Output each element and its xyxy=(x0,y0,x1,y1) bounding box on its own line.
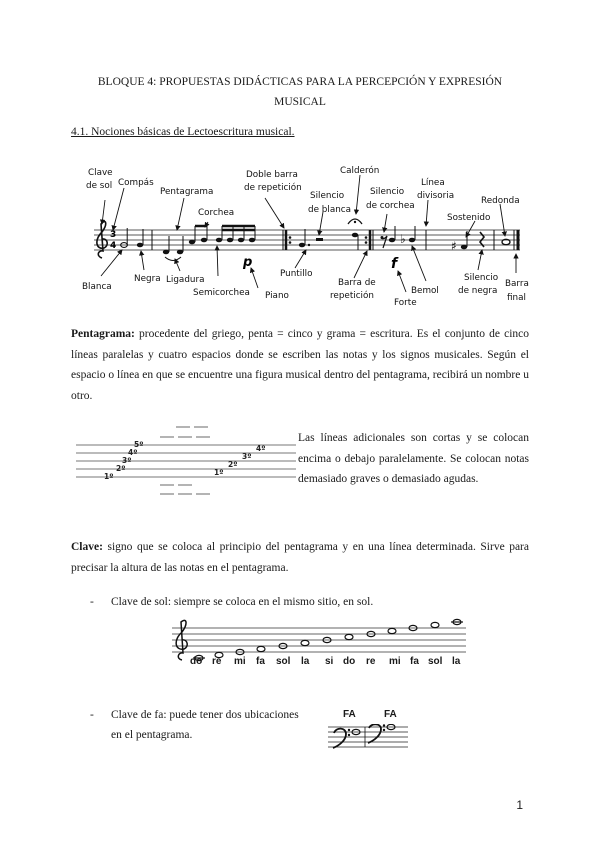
staff-lines-diagram xyxy=(76,423,298,503)
note-name: la xyxy=(452,656,461,667)
dynamic-piano-mark: p xyxy=(243,255,253,270)
list-dash: - xyxy=(90,709,94,721)
pentagrama-text: procedente del griego, penta = cinco y grama = escritura. Es el conjunto de cinco líneas paralelas y cuatro espacios donde se escriben las notas y los signos musicales. Según el espacio o línea en que se encuentre una figura musical dentro del pentagrama, recibirá un nombre u otro. xyxy=(71,328,529,402)
label-pentagrama: Pentagrama xyxy=(160,187,214,197)
line-number-4: 4º xyxy=(128,448,138,457)
label-negra: Negra xyxy=(134,274,161,284)
list-dash: - xyxy=(90,596,94,608)
space-number-2: 2º xyxy=(228,460,238,469)
line-number-1: 1º xyxy=(104,472,114,481)
note-name: fa xyxy=(256,656,265,667)
clave-sol-item xyxy=(90,592,373,612)
scale-note-names xyxy=(168,656,468,672)
quarter-note xyxy=(137,243,143,248)
note-name: si xyxy=(325,656,334,667)
label-redonda: Redonda xyxy=(481,196,520,206)
dynamic-forte-mark: f xyxy=(391,256,398,272)
tie-curve xyxy=(165,257,181,261)
space-number-4: 4º xyxy=(256,444,266,453)
clave-text: signo que se coloca al principio del pentagrama y en una línea determinada. Sirve para precisar la altura de las notas en el pentagrama. xyxy=(71,541,529,574)
label-linea-divisoria: Línea divisoria xyxy=(417,178,455,201)
title-line-2: MUSICAL xyxy=(274,96,326,108)
label-barra-final: Barra final xyxy=(505,279,529,303)
line-number-5: 5º xyxy=(134,440,144,449)
note-name: la xyxy=(301,656,310,667)
pentagrama-term: Pentagrama: xyxy=(71,328,135,340)
note-name: do xyxy=(190,656,203,667)
clave-fa-item xyxy=(90,705,310,745)
fa-label-left: FA xyxy=(343,709,356,720)
title-line-1: BLOQUE 4: PROPUESTAS DIDÁCTICAS PARA LA PERCEPCIÓN Y EXPRESIÓN xyxy=(97,76,503,88)
line-number-3: 3º xyxy=(122,456,132,465)
label-blanca: Blanca xyxy=(82,282,112,292)
label-silencio-corchea: Silencio de corchea xyxy=(366,187,415,211)
label-barra-repeticion: Barra de repetición xyxy=(330,278,376,301)
label-silencio-negra: Silencio de negra xyxy=(458,273,499,296)
space-number-1: 1º xyxy=(214,468,224,477)
note-name: re xyxy=(366,656,376,667)
note-name: fa xyxy=(410,656,419,667)
label-forte: Forte xyxy=(394,298,417,308)
note-name: do xyxy=(343,656,356,667)
flat-symbol: ♭ xyxy=(400,232,406,246)
bass-clef-icon xyxy=(333,729,346,748)
label-bemol: Bemol xyxy=(411,286,439,296)
label-calderon: Calderón xyxy=(340,166,380,176)
time-signature-top: 3 xyxy=(110,230,117,240)
note-name: sol xyxy=(276,656,291,667)
label-semicorchea: Semicorchea xyxy=(193,288,250,298)
page-number: 1 xyxy=(516,798,523,812)
clave-term: Clave: xyxy=(71,541,103,553)
line-number-2: 2º xyxy=(116,464,126,473)
label-corchea: Corchea xyxy=(198,208,235,218)
label-puntillo: Puntillo xyxy=(280,269,313,279)
label-piano: Piano xyxy=(265,291,289,301)
lineas-adicionales-text: Las líneas adicionales son cortas y se colocan encima o debajo paralelamente. Se colocan notas demasiado graves o demasiado agudas. xyxy=(298,432,529,485)
bass-clef-diagram xyxy=(328,724,408,750)
pentagrama-paragraph xyxy=(71,324,529,406)
label-doble-barra: Doble barra de repetición xyxy=(244,170,302,193)
note-name: mi xyxy=(234,656,246,667)
page-title xyxy=(70,72,530,112)
clave-sol-text: Clave de sol: siempre se coloca en el mismo sitio, en sol. xyxy=(111,596,374,608)
section-heading: 4.1. Nociones básicas de Lectoescritura musical. xyxy=(71,126,295,138)
music-elements-figure xyxy=(80,158,530,313)
label-compas: Compás xyxy=(118,178,154,188)
clave-fa-text: Clave de fa: puede tener dos ubicaciones en el pentagrama. xyxy=(111,709,299,741)
time-signature-bottom: 4 xyxy=(110,241,117,251)
label-silencio-blanca: Silencio de blanca xyxy=(308,191,352,215)
half-rest xyxy=(316,238,323,241)
note-name: mi xyxy=(389,656,401,667)
note-name: sol xyxy=(428,656,443,667)
label-clave-de-sol: Clave de sol xyxy=(86,168,113,191)
label-sostenido: Sostenido xyxy=(447,213,491,223)
note-name: re xyxy=(212,656,222,667)
label-ligadura: Ligadura xyxy=(166,275,205,285)
clave-paragraph xyxy=(71,537,529,578)
space-number-3: 3º xyxy=(242,452,252,461)
sharp-symbol: ♯ xyxy=(451,239,457,253)
fa-label-right: FA xyxy=(384,709,397,720)
